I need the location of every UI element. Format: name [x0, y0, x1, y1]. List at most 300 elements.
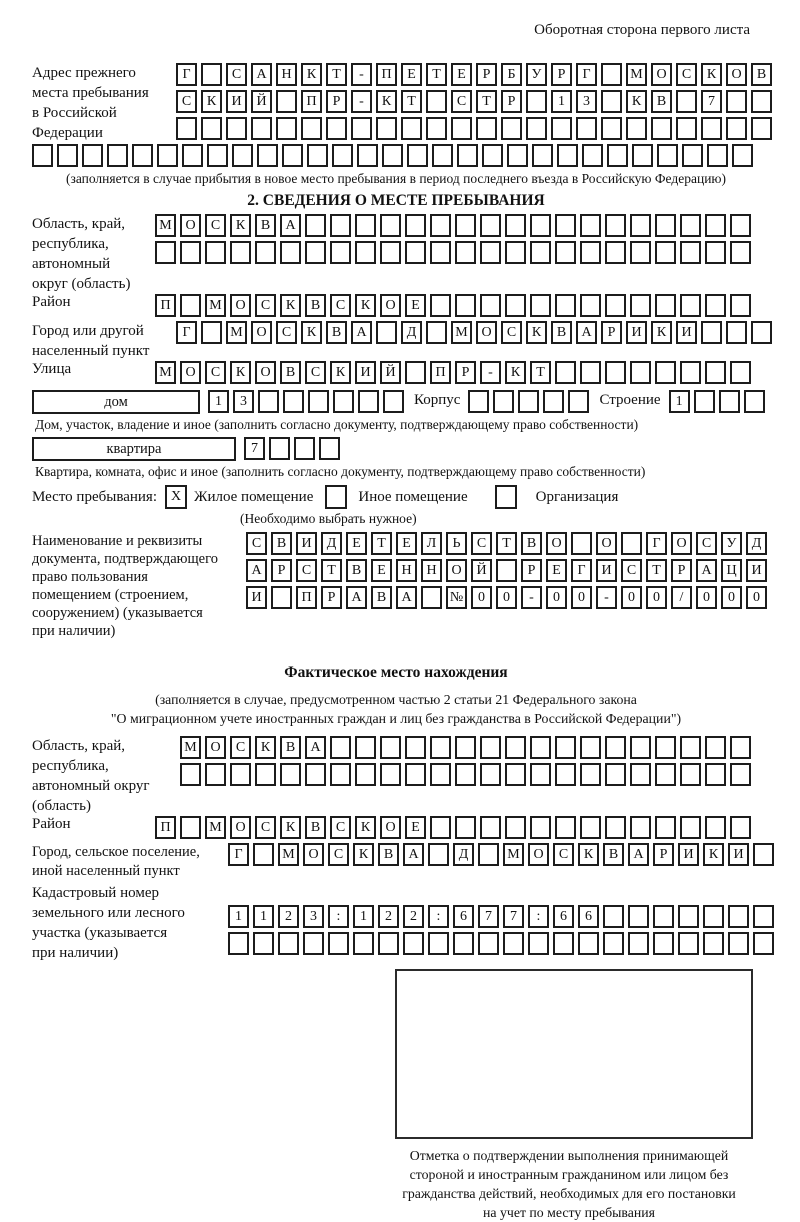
char-box[interactable]: 0 [746, 586, 767, 609]
char-box[interactable] [355, 241, 376, 264]
char-box[interactable] [543, 390, 564, 413]
char-box[interactable]: Т [401, 90, 422, 113]
char-box[interactable] [257, 144, 278, 167]
char-box[interactable]: А [246, 559, 267, 582]
char-box[interactable]: Т [426, 63, 447, 86]
char-box[interactable] [330, 214, 351, 237]
char-box[interactable] [405, 241, 426, 264]
char-box[interactable] [107, 144, 128, 167]
char-box[interactable] [557, 144, 578, 167]
char-box[interactable] [157, 144, 178, 167]
char-box[interactable] [676, 117, 697, 140]
char-box[interactable] [726, 117, 747, 140]
char-box[interactable]: 1 [669, 390, 690, 413]
char-box[interactable]: 7 [244, 437, 265, 460]
char-box[interactable] [332, 144, 353, 167]
char-box[interactable]: И [355, 361, 376, 384]
char-box[interactable] [330, 763, 351, 786]
char-box[interactable] [403, 932, 424, 955]
char-box[interactable] [380, 214, 401, 237]
char-box[interactable] [580, 763, 601, 786]
char-box[interactable]: А [396, 586, 417, 609]
checkbox-zhiloe-pomeshchenie[interactable]: X [165, 485, 187, 509]
char-box[interactable] [607, 144, 628, 167]
char-box[interactable]: О [251, 321, 272, 344]
char-box[interactable] [305, 214, 326, 237]
char-box[interactable]: И [626, 321, 647, 344]
char-box[interactable] [430, 736, 451, 759]
char-box[interactable] [380, 736, 401, 759]
char-box[interactable] [701, 321, 722, 344]
char-box[interactable] [705, 763, 726, 786]
char-box[interactable] [605, 361, 626, 384]
char-box[interactable] [532, 144, 553, 167]
char-box[interactable]: Ь [446, 532, 467, 555]
char-box[interactable]: А [305, 736, 326, 759]
char-box[interactable]: С [255, 294, 276, 317]
char-box[interactable]: В [255, 214, 276, 237]
char-box[interactable] [383, 390, 404, 413]
char-box[interactable] [655, 294, 676, 317]
char-box[interactable] [205, 241, 226, 264]
char-box[interactable] [501, 117, 522, 140]
char-box[interactable] [719, 390, 740, 413]
char-box[interactable] [655, 816, 676, 839]
char-box[interactable] [271, 586, 292, 609]
char-box[interactable] [703, 905, 724, 928]
char-box[interactable]: О [651, 63, 672, 86]
char-box[interactable] [305, 241, 326, 264]
char-box[interactable] [455, 294, 476, 317]
char-box[interactable]: О [303, 843, 324, 866]
char-box[interactable] [426, 90, 447, 113]
char-box[interactable] [155, 241, 176, 264]
char-box[interactable]: Г [176, 63, 197, 86]
char-box[interactable] [705, 294, 726, 317]
char-box[interactable] [480, 294, 501, 317]
char-box[interactable] [308, 390, 329, 413]
char-box[interactable]: К [301, 321, 322, 344]
char-box[interactable] [530, 294, 551, 317]
char-box[interactable] [730, 294, 751, 317]
char-box[interactable] [728, 905, 749, 928]
char-box[interactable] [580, 214, 601, 237]
char-box[interactable] [376, 117, 397, 140]
char-box[interactable]: : [328, 905, 349, 928]
char-box[interactable]: Г [571, 559, 592, 582]
char-box[interactable]: С [276, 321, 297, 344]
char-box[interactable] [655, 736, 676, 759]
char-box[interactable]: С [553, 843, 574, 866]
char-box[interactable] [628, 932, 649, 955]
char-box[interactable] [382, 144, 403, 167]
char-box[interactable]: П [296, 586, 317, 609]
char-box[interactable]: И [676, 321, 697, 344]
char-box[interactable] [753, 905, 774, 928]
char-box[interactable] [505, 736, 526, 759]
char-box[interactable]: 7 [503, 905, 524, 928]
char-box[interactable]: Т [476, 90, 497, 113]
char-box[interactable] [280, 241, 301, 264]
char-box[interactable]: Н [276, 63, 297, 86]
char-box[interactable] [678, 905, 699, 928]
char-box[interactable] [330, 241, 351, 264]
char-box[interactable] [380, 241, 401, 264]
char-box[interactable]: 6 [578, 905, 599, 928]
char-box[interactable] [630, 361, 651, 384]
char-box[interactable]: Й [380, 361, 401, 384]
char-box[interactable]: - [351, 63, 372, 86]
char-box[interactable]: К [201, 90, 222, 113]
char-box[interactable] [682, 144, 703, 167]
char-box[interactable]: 3 [576, 90, 597, 113]
char-box[interactable] [630, 241, 651, 264]
char-box[interactable]: В [651, 90, 672, 113]
char-box[interactable] [480, 763, 501, 786]
char-box[interactable]: Р [326, 90, 347, 113]
char-box[interactable] [330, 736, 351, 759]
char-box[interactable]: С [296, 559, 317, 582]
char-box[interactable]: В [346, 559, 367, 582]
char-box[interactable] [480, 816, 501, 839]
char-box[interactable]: - [596, 586, 617, 609]
char-box[interactable]: А [628, 843, 649, 866]
char-box[interactable]: К [626, 90, 647, 113]
char-box[interactable]: 1 [228, 905, 249, 928]
char-box[interactable]: 0 [571, 586, 592, 609]
char-box[interactable]: 0 [496, 586, 517, 609]
char-box[interactable]: В [305, 294, 326, 317]
char-box[interactable] [405, 763, 426, 786]
char-box[interactable]: С [205, 214, 226, 237]
char-box[interactable] [680, 214, 701, 237]
char-box[interactable] [653, 905, 674, 928]
char-box[interactable]: Д [321, 532, 342, 555]
char-box[interactable] [319, 437, 340, 460]
char-box[interactable]: Р [321, 586, 342, 609]
char-box[interactable]: К [701, 63, 722, 86]
char-box[interactable]: К [230, 214, 251, 237]
char-box[interactable]: : [428, 905, 449, 928]
char-box[interactable] [326, 117, 347, 140]
char-box[interactable]: Г [646, 532, 667, 555]
char-box[interactable] [283, 390, 304, 413]
char-box[interactable]: Д [453, 843, 474, 866]
char-box[interactable] [621, 532, 642, 555]
char-box[interactable] [582, 144, 603, 167]
char-box[interactable] [32, 144, 53, 167]
char-box[interactable]: К [376, 90, 397, 113]
char-box[interactable]: Е [405, 294, 426, 317]
char-box[interactable] [528, 932, 549, 955]
char-box[interactable]: М [155, 214, 176, 237]
char-box[interactable] [307, 144, 328, 167]
char-box[interactable] [201, 117, 222, 140]
char-box[interactable] [428, 843, 449, 866]
char-box[interactable] [430, 294, 451, 317]
char-box[interactable]: 6 [453, 905, 474, 928]
char-box[interactable] [232, 144, 253, 167]
char-box[interactable]: А [696, 559, 717, 582]
char-box[interactable] [230, 241, 251, 264]
char-box[interactable]: Г [576, 63, 597, 86]
char-box[interactable] [732, 144, 753, 167]
char-box[interactable] [333, 390, 354, 413]
char-box[interactable] [303, 932, 324, 955]
char-box[interactable]: П [301, 90, 322, 113]
char-box[interactable] [653, 932, 674, 955]
char-box[interactable] [730, 214, 751, 237]
char-box[interactable]: О [230, 294, 251, 317]
char-box[interactable] [405, 214, 426, 237]
char-box[interactable]: К [651, 321, 672, 344]
char-box[interactable] [705, 241, 726, 264]
char-box[interactable]: Р [601, 321, 622, 344]
char-box[interactable]: Т [371, 532, 392, 555]
char-box[interactable]: Е [401, 63, 422, 86]
char-box[interactable] [730, 241, 751, 264]
char-box[interactable] [82, 144, 103, 167]
char-box[interactable] [705, 816, 726, 839]
char-box[interactable] [603, 932, 624, 955]
char-box[interactable] [505, 241, 526, 264]
char-box[interactable]: С [328, 843, 349, 866]
char-box[interactable] [253, 843, 274, 866]
char-box[interactable] [605, 294, 626, 317]
char-box[interactable]: В [280, 736, 301, 759]
char-box[interactable] [276, 117, 297, 140]
char-box[interactable] [428, 932, 449, 955]
char-box[interactable] [278, 932, 299, 955]
char-box[interactable]: 7 [701, 90, 722, 113]
char-box[interactable] [530, 241, 551, 264]
char-box[interactable]: 1 [253, 905, 274, 928]
char-box[interactable] [255, 763, 276, 786]
char-box[interactable]: О [476, 321, 497, 344]
char-box[interactable]: / [671, 586, 692, 609]
char-box[interactable]: И [226, 90, 247, 113]
char-box[interactable]: 1 [353, 905, 374, 928]
char-box[interactable] [258, 390, 279, 413]
char-box[interactable]: К [703, 843, 724, 866]
char-box[interactable] [201, 63, 222, 86]
char-box[interactable] [680, 241, 701, 264]
char-box[interactable] [426, 321, 447, 344]
char-box[interactable]: В [305, 816, 326, 839]
char-box[interactable]: - [351, 90, 372, 113]
char-box[interactable] [730, 816, 751, 839]
char-box[interactable] [730, 763, 751, 786]
char-box[interactable] [455, 241, 476, 264]
char-box[interactable] [530, 763, 551, 786]
char-box[interactable] [744, 390, 765, 413]
char-box[interactable] [480, 736, 501, 759]
char-box[interactable] [430, 816, 451, 839]
checkbox-organizatsiya[interactable] [495, 485, 517, 509]
char-box[interactable]: С [230, 736, 251, 759]
char-box[interactable]: И [296, 532, 317, 555]
char-box[interactable]: И [246, 586, 267, 609]
char-box[interactable]: 2 [403, 905, 424, 928]
char-box[interactable] [555, 361, 576, 384]
char-box[interactable]: О [546, 532, 567, 555]
char-box[interactable] [730, 736, 751, 759]
char-box[interactable] [453, 932, 474, 955]
char-box[interactable] [380, 763, 401, 786]
char-box[interactable] [180, 763, 201, 786]
char-box[interactable] [705, 736, 726, 759]
char-box[interactable]: К [280, 816, 301, 839]
char-box[interactable]: И [746, 559, 767, 582]
char-box[interactable] [526, 117, 547, 140]
char-box[interactable] [753, 932, 774, 955]
char-box[interactable] [751, 117, 772, 140]
char-box[interactable] [530, 816, 551, 839]
char-box[interactable]: 3 [233, 390, 254, 413]
char-box[interactable]: И [596, 559, 617, 582]
char-box[interactable]: К [255, 736, 276, 759]
char-box[interactable] [405, 736, 426, 759]
char-box[interactable] [478, 932, 499, 955]
char-box[interactable] [605, 214, 626, 237]
char-box[interactable] [657, 144, 678, 167]
char-box[interactable] [478, 843, 499, 866]
char-box[interactable]: М [180, 736, 201, 759]
char-box[interactable]: О [380, 816, 401, 839]
char-box[interactable]: 3 [303, 905, 324, 928]
char-box[interactable] [505, 816, 526, 839]
char-box[interactable] [430, 763, 451, 786]
char-box[interactable]: Д [401, 321, 422, 344]
char-box[interactable]: 6 [553, 905, 574, 928]
char-box[interactable]: 1 [551, 90, 572, 113]
char-box[interactable]: Л [421, 532, 442, 555]
char-box[interactable]: П [376, 63, 397, 86]
char-box[interactable]: 7 [478, 905, 499, 928]
char-box[interactable] [305, 763, 326, 786]
char-box[interactable] [455, 816, 476, 839]
char-box[interactable] [503, 932, 524, 955]
char-box[interactable] [555, 736, 576, 759]
char-box[interactable] [630, 816, 651, 839]
char-box[interactable] [230, 763, 251, 786]
char-box[interactable] [480, 214, 501, 237]
char-box[interactable] [505, 214, 526, 237]
char-box[interactable]: Т [496, 532, 517, 555]
char-box[interactable]: К [505, 361, 526, 384]
char-box[interactable]: О [726, 63, 747, 86]
char-box[interactable] [269, 437, 290, 460]
char-box[interactable] [751, 90, 772, 113]
char-box[interactable]: У [526, 63, 547, 86]
char-box[interactable] [226, 117, 247, 140]
char-box[interactable] [180, 241, 201, 264]
char-box[interactable]: М [503, 843, 524, 866]
char-box[interactable] [571, 532, 592, 555]
char-box[interactable] [205, 763, 226, 786]
char-box[interactable] [603, 905, 624, 928]
char-box[interactable]: А [576, 321, 597, 344]
char-box[interactable] [555, 241, 576, 264]
char-box[interactable] [358, 390, 379, 413]
char-box[interactable] [580, 736, 601, 759]
char-box[interactable]: Р [501, 90, 522, 113]
char-box[interactable]: П [155, 816, 176, 839]
char-box[interactable]: Е [451, 63, 472, 86]
char-box[interactable] [680, 816, 701, 839]
char-box[interactable]: М [155, 361, 176, 384]
char-box[interactable]: О [230, 816, 251, 839]
char-box[interactable] [580, 361, 601, 384]
char-box[interactable]: С [330, 294, 351, 317]
char-box[interactable] [378, 932, 399, 955]
char-box[interactable] [705, 214, 726, 237]
char-box[interactable] [351, 117, 372, 140]
char-box[interactable] [728, 932, 749, 955]
char-box[interactable]: Т [646, 559, 667, 582]
char-box[interactable] [353, 932, 374, 955]
char-box[interactable] [253, 932, 274, 955]
char-box[interactable] [457, 144, 478, 167]
char-box[interactable]: Н [421, 559, 442, 582]
char-box[interactable] [553, 932, 574, 955]
char-box[interactable] [530, 736, 551, 759]
char-box[interactable]: В [378, 843, 399, 866]
char-box[interactable]: В [271, 532, 292, 555]
char-box[interactable] [201, 321, 222, 344]
char-box[interactable] [601, 90, 622, 113]
char-box[interactable] [551, 117, 572, 140]
char-box[interactable]: Г [176, 321, 197, 344]
char-box[interactable] [601, 63, 622, 86]
char-box[interactable]: М [278, 843, 299, 866]
char-box[interactable] [580, 816, 601, 839]
char-box[interactable] [730, 361, 751, 384]
char-box[interactable]: Й [471, 559, 492, 582]
char-box[interactable]: В [751, 63, 772, 86]
char-box[interactable] [630, 763, 651, 786]
char-box[interactable] [507, 144, 528, 167]
char-box[interactable] [518, 390, 539, 413]
char-box[interactable] [632, 144, 653, 167]
char-box[interactable]: В [326, 321, 347, 344]
char-box[interactable] [678, 932, 699, 955]
char-box[interactable]: Т [326, 63, 347, 86]
char-box[interactable]: П [430, 361, 451, 384]
char-box[interactable] [694, 390, 715, 413]
char-box[interactable] [294, 437, 315, 460]
char-box[interactable]: К [353, 843, 374, 866]
char-box[interactable]: М [451, 321, 472, 344]
char-box[interactable]: О [255, 361, 276, 384]
char-box[interactable]: У [721, 532, 742, 555]
char-box[interactable]: 0 [471, 586, 492, 609]
char-box[interactable] [505, 763, 526, 786]
char-box[interactable] [251, 117, 272, 140]
char-box[interactable] [430, 241, 451, 264]
char-box[interactable] [357, 144, 378, 167]
char-box[interactable] [57, 144, 78, 167]
char-box[interactable]: В [551, 321, 572, 344]
char-box[interactable]: М [626, 63, 647, 86]
char-box[interactable]: 0 [546, 586, 567, 609]
char-box[interactable] [276, 90, 297, 113]
char-box[interactable] [432, 144, 453, 167]
char-box[interactable] [576, 117, 597, 140]
char-box[interactable]: К [355, 294, 376, 317]
char-box[interactable]: А [346, 586, 367, 609]
char-box[interactable] [655, 361, 676, 384]
